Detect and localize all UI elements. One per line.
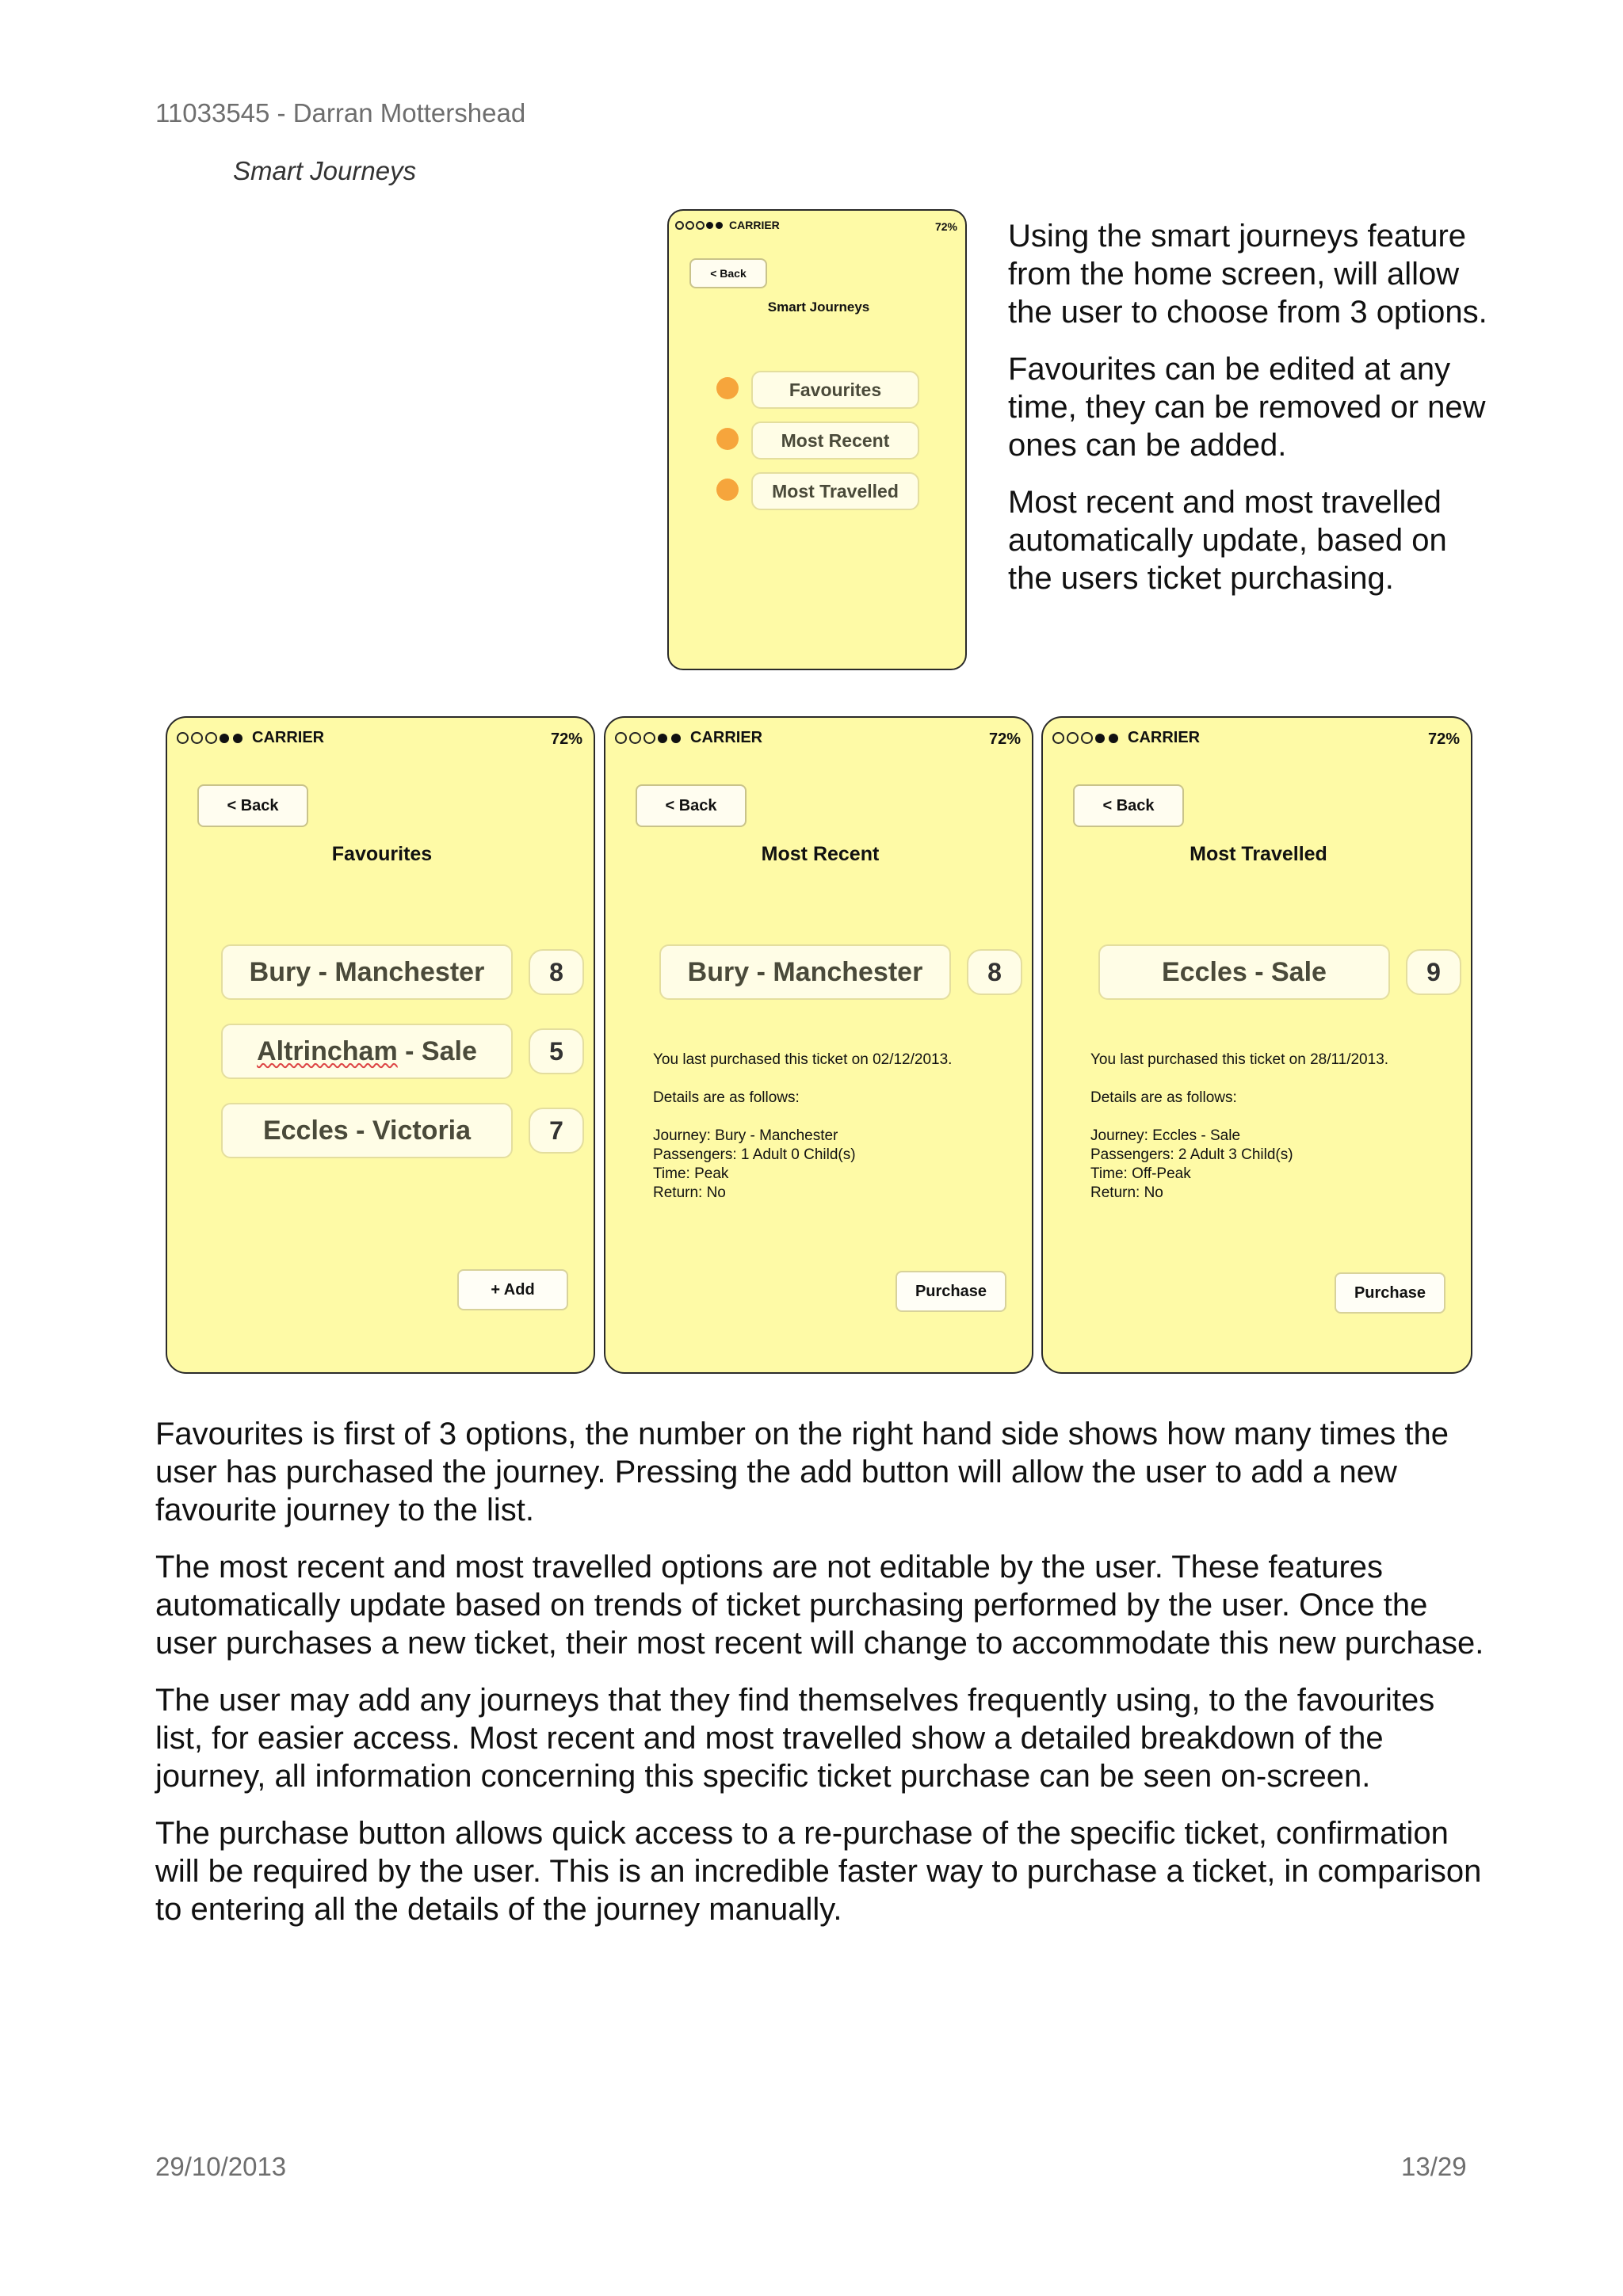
body-paragraph: The user may add any journeys that they find themselves frequently using, to the favourites list, for easier access. Most recent and most travelled show a detailed breakdown of the journey, all information concerning this specific ticket purchase can be seen on-screen. <box>155 1683 1435 1794</box>
body-paragraph: Favourites is first of 3 options, the number on the right hand side shows how many times the user has purchased the journey. Pressing the add button will allow the user to add a new favourite journey to the list. <box>155 1417 1449 1527</box>
side-paragraph: Favourites can be edited at any time, they can be removed or new ones can be added. <box>1008 352 1486 463</box>
purchase-button[interactable]: Purchase <box>1335 1272 1445 1314</box>
signal-dots-icon <box>177 732 252 744</box>
travelled-route-button[interactable]: Eccles - Sale <box>1098 944 1390 1000</box>
route-origin-text: Altrincham <box>257 1035 398 1066</box>
side-paragraph: Most recent and most travelled automatically update, based on the users ticket purchasing. <box>1008 485 1447 596</box>
most-recent-option-button[interactable]: Most Recent <box>751 421 919 460</box>
most-travelled-option-button[interactable]: Most Travelled <box>751 472 919 510</box>
signal-dots-icon <box>615 732 690 744</box>
favourite-route-button[interactable]: Bury - Manchester <box>221 944 513 1000</box>
section-subtitle: Smart Journeys <box>233 156 417 185</box>
route-destination-text: - Sale <box>397 1035 477 1066</box>
smart-journeys-phone <box>667 209 967 670</box>
return-text: Return: No <box>653 1184 726 1201</box>
time-text: Time: Peak <box>653 1165 729 1182</box>
signal-dots-icon <box>675 221 729 230</box>
body-paragraph: The purchase button allows quick access to a re-purchase of the specific ticket, confirmation will be required by the user. This is an incredible faster way to purchase a ticket, in comparison to entering all the details of the journey manually. <box>155 1816 1482 1927</box>
recent-ticket-details <box>653 1051 952 1203</box>
status-bar <box>1052 729 1200 747</box>
screen-title: Favourites <box>331 843 433 865</box>
most-travelled-phone <box>1041 716 1472 1374</box>
favourites-option-button[interactable]: Favourites <box>751 371 919 409</box>
favourites-phone <box>166 716 595 1374</box>
favourite-route-button[interactable]: Eccles - Victoria <box>221 1103 513 1158</box>
favourite-route-button[interactable] <box>221 1024 513 1079</box>
return-text: Return: No <box>1090 1184 1163 1201</box>
last-purchased-text: You last purchased this ticket on 02/12/2013. <box>653 1051 953 1068</box>
favourite-count-badge: 5 <box>529 1028 584 1074</box>
most-recent-phone <box>604 716 1033 1374</box>
travelled-count-badge: 9 <box>1406 949 1461 995</box>
screen-title: Most Travelled <box>1190 843 1327 865</box>
favourites-bullet-icon <box>716 377 739 399</box>
purchase-button[interactable]: Purchase <box>896 1271 1006 1312</box>
recent-route-button[interactable]: Bury - Manchester <box>659 944 951 1000</box>
back-button[interactable]: < Back <box>1073 784 1184 827</box>
carrier-label: CARRIER <box>252 729 325 746</box>
passengers-text: Passengers: 1 Adult 0 Child(s) <box>653 1146 856 1163</box>
battery-label: 72% <box>550 730 582 748</box>
details-intro-text: Details are as follows: <box>1090 1089 1237 1106</box>
recent-count-badge: 8 <box>967 949 1022 995</box>
side-description <box>1008 217 1499 616</box>
passengers-text: Passengers: 2 Adult 3 Child(s) <box>1090 1146 1293 1163</box>
document-author-header: 11033545 - Darran Mottershead <box>155 98 526 128</box>
page-number: 13/29 <box>1401 2152 1467 2181</box>
most-travelled-bullet-icon <box>716 479 739 501</box>
travelled-ticket-details <box>1090 1051 1388 1203</box>
back-button[interactable]: < Back <box>689 258 767 288</box>
back-button[interactable]: < Back <box>197 784 308 827</box>
body-paragraph: The most recent and most travelled options are not editable by the user. These features automatically update based on trends of ticket purchasing performed by the user. Once the user purchases a new ticket, their most recent will change to accommodate this new purchase. <box>155 1550 1484 1661</box>
side-paragraph: Using the smart journeys feature from the home screen, will allow the user to choose from 3 options. <box>1008 219 1487 330</box>
status-bar <box>675 219 780 231</box>
last-purchased-text: You last purchased this ticket on 28/11/2013. <box>1090 1051 1389 1068</box>
status-bar <box>177 729 324 747</box>
carrier-label: CARRIER <box>690 729 763 746</box>
journey-text: Journey: Eccles - Sale <box>1090 1127 1241 1144</box>
carrier-label: CARRIER <box>1128 729 1201 746</box>
footer-date: 29/10/2013 <box>155 2152 287 2181</box>
body-description <box>155 1415 1487 1947</box>
battery-label: 72% <box>1427 730 1460 748</box>
favourite-count-badge: 7 <box>529 1108 584 1154</box>
back-button[interactable]: < Back <box>636 784 747 827</box>
details-intro-text: Details are as follows: <box>653 1089 800 1106</box>
time-text: Time: Off-Peak <box>1090 1165 1191 1182</box>
status-bar <box>615 729 762 747</box>
favourite-count-badge: 8 <box>529 949 584 995</box>
most-recent-bullet-icon <box>716 428 739 450</box>
signal-dots-icon <box>1052 732 1128 744</box>
add-favourite-button[interactable]: + Add <box>457 1269 568 1310</box>
battery-label: 72% <box>934 220 957 233</box>
journey-text: Journey: Bury - Manchester <box>653 1127 838 1144</box>
battery-label: 72% <box>988 730 1021 748</box>
carrier-label: CARRIER <box>729 219 780 231</box>
screen-title: Most Recent <box>761 843 880 865</box>
screen-title: Smart Journeys <box>767 299 870 315</box>
